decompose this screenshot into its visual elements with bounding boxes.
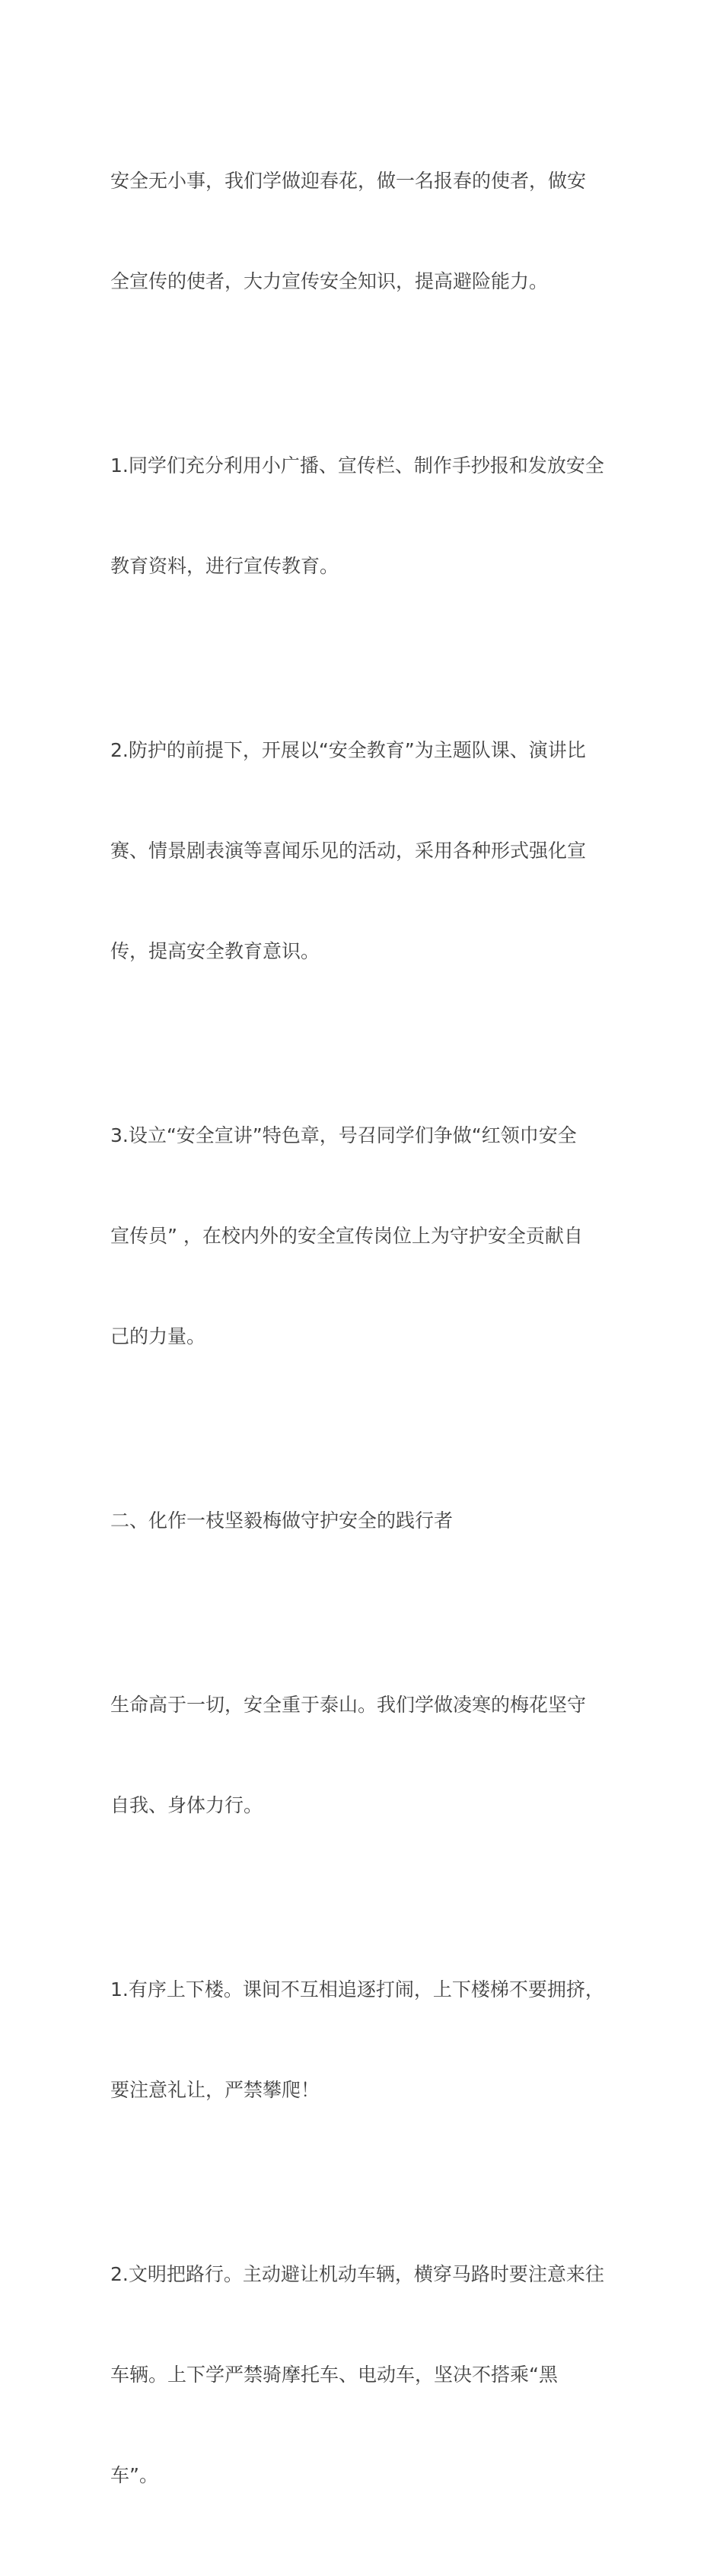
text-line: 宣传员” ，在校内外的安全宣传岗位上为守护安全贡献自 xyxy=(110,1225,583,1247)
text-line: 1.有序上下楼。课间不互相追逐打闹，上下楼梯不要拥挤， xyxy=(110,1978,604,2001)
text-line: 二、化作一枝坚毅梅做守护安全的践行者 xyxy=(110,1510,454,1532)
text-line: 2.防护的前提下，开展以“安全教育”为主题队课、演讲比 xyxy=(110,739,586,761)
text-line: 车辆。上下学严禁骑摩托车、电动车，坚决不搭乘“黑 xyxy=(110,2364,558,2386)
text-line: 赛、情景剧表演等喜闻乐见的活动，采用各种形式强化宣 xyxy=(110,840,587,862)
paragraph-section-intro xyxy=(110,1621,616,1889)
paragraph-rule-1 xyxy=(110,1906,616,2174)
text-line: 自我、身体力行。 xyxy=(110,1794,263,1816)
text-line: 2.文明把路行。主动避让机动车辆，横穿马路时要注意来往 xyxy=(110,2263,604,2285)
text-line: 要注意礼让，严禁攀爬！ xyxy=(110,2079,320,2101)
text-line: 3.设立“安全宣讲”特色章，号召同学们争做“红领巾安全 xyxy=(110,1124,577,1146)
paragraph-item-3 xyxy=(110,1052,616,1420)
text-line: 1.同学们充分利用小广播、宣传栏、制作手抄报和发放安全 xyxy=(110,454,604,477)
text-line: 生命高于一切，安全重于泰山。我们学做凌寒的梅花坚守 xyxy=(110,1694,587,1716)
section-heading xyxy=(110,1437,616,1605)
paragraph-rule-2 xyxy=(110,2191,616,2559)
text-line: 教育资料，进行宣传教育。 xyxy=(110,555,339,577)
text-line: 安全无小事，我们学做迎春花，做一名报春的使者，做安 xyxy=(110,170,587,192)
text-line: 己的力量。 xyxy=(110,1325,206,1347)
paragraph-intro xyxy=(110,97,616,365)
text-line: 传，提高安全教育意识。 xyxy=(110,940,320,962)
document-body xyxy=(110,97,616,2576)
paragraph-item-1 xyxy=(110,382,616,650)
text-line: 全宣传的使者，大力宣传安全知识，提高避险能力。 xyxy=(110,270,549,292)
paragraph-item-2 xyxy=(110,667,616,1035)
text-line: 车”。 xyxy=(110,2464,158,2486)
